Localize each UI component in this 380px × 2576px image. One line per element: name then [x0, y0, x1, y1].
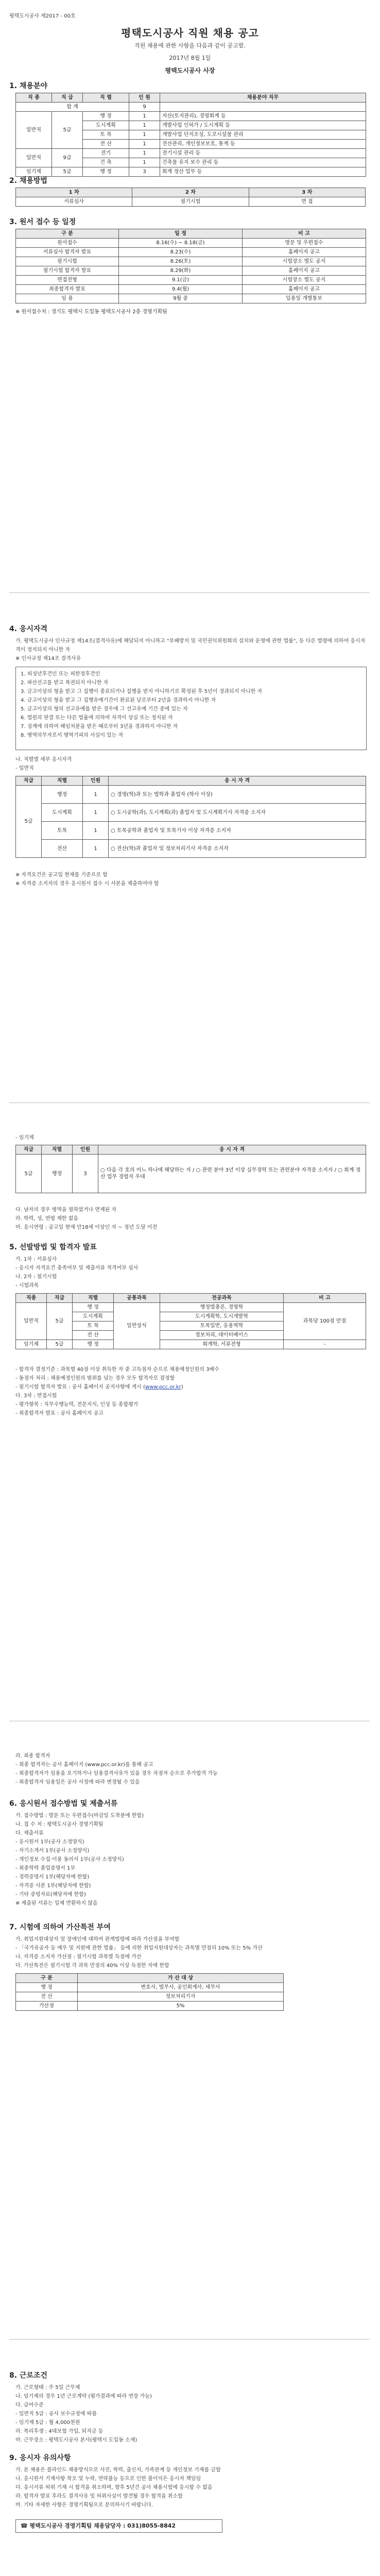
table-cell: 전산관리, 개인정보보호, 통계 등 — [160, 140, 366, 149]
announcement-text: - 필기시험 합격자 발표 : 공사 홈페이지 공지사항에 게시 — [15, 1384, 142, 1390]
table-cell: 도시계획 — [73, 1312, 114, 1321]
table-cell: 임 용 — [16, 294, 119, 303]
column-header: 직렬 — [42, 1145, 73, 1155]
page-divider — [9, 592, 370, 593]
list-item: - 동점자 처리 : 채용예정인원의 범위를 넘는 경우 모두 합격자로 결정함 — [15, 1376, 175, 1381]
table-cell: 개발사업 단지조성, 도로시설물 관리 — [160, 130, 366, 140]
table-cell: 행 정 — [73, 1340, 114, 1349]
website-link[interactable]: www.pcc.or.kr — [145, 1384, 181, 1390]
list-item: - 필기시험 합격자 발표 : 공사 홈페이지 공지사항에 게시 (www.pcc.or.kr) — [15, 1384, 183, 1390]
list-item: 가. 근로형태 : 주 5일 근무제 — [15, 2385, 80, 2391]
table-cell: 5급 — [52, 112, 83, 149]
list-item: 마. 응시연령 : 공고일 현재 만18세 이상인 자 ~ 정년 도달 이전 — [15, 1225, 158, 1230]
table-row — [16, 248, 366, 257]
column-header: 공통과목 — [114, 1294, 160, 1303]
column-header: 채용분야 직무 — [160, 93, 366, 103]
list-item: 6. 법원의 판결 또는 다른 법률에 의하여 자격이 상실 또는 정지된 자 — [21, 715, 173, 721]
eligibility-extra — [15, 1206, 157, 1232]
column-header: 인원 — [73, 1145, 98, 1155]
column-header: 1 차 — [16, 188, 132, 197]
list-item: - 최종합격자 발표 : 공사 홈페이지 공고 — [15, 1411, 103, 1416]
recruitment-table — [15, 93, 366, 177]
list-item: 나. 응시원서 기재사항 착오 및 누락, 연락불능 등으로 인한 불이익은 응시자 책임임 — [15, 2476, 201, 2482]
table-cell: 1 — [83, 822, 109, 840]
table-cell: 행정 — [42, 786, 83, 804]
column-header: 구 분 — [16, 1974, 78, 1983]
list-item: 다. 급여수준 — [15, 2402, 44, 2408]
list-item: ※ 제출된 서류는 일체 반환하지 않음 — [15, 1901, 98, 1906]
table-cell: 전 산 — [73, 1331, 114, 1340]
table-cell: 1 — [83, 804, 109, 822]
table-cell: ○ 토목공학과 졸업자 및 토목기사 이상 자격증 소지자 — [109, 822, 366, 840]
eligibility-table-regular — [15, 776, 366, 858]
list-item: - 최종학력 졸업증명서 1부 — [15, 1866, 76, 1871]
announcement-date: 2017년 8월 1일 — [169, 55, 211, 61]
list-item: - 응시원서 1부(공사 소정양식) — [15, 1839, 84, 1845]
list-item: 다. 남자의 경우 병역을 필하였거나 면제된 자 — [15, 1207, 117, 1213]
list-item: - 일반직 5급 : 공사 보수규정에 따름 — [15, 2411, 97, 2417]
selection-first — [15, 1255, 138, 1290]
list-item: - 시험과목 — [15, 1283, 39, 1289]
list-item: 5. 금고이상의 형의 선고유예를 받은 경우에 그 선고유예 기간 중에 있는 자 — [21, 706, 188, 712]
table-cell: 1 — [129, 112, 160, 121]
bonus-table — [15, 1973, 284, 2011]
table-cell: 원서접수 — [16, 239, 119, 248]
application-list — [15, 1811, 144, 1908]
list-item: - 임기제 5급 : 월 4,000천원 — [15, 2420, 80, 2426]
list-item: 7. 징계에 의하여 해임처분을 받은 때로부터 3년을 경과하지 아니한 자 — [21, 724, 178, 730]
table-cell: 일반직 — [16, 149, 52, 167]
section-heading-working-conditions: 8. 근로조건 — [9, 2371, 48, 2380]
column-header: 2 차 — [132, 188, 249, 197]
eligibility-table-contract — [15, 1145, 366, 1193]
list-item: - 응시자 자격요건 충족여부 및 제출서류 적격여부 심사 — [15, 1265, 139, 1271]
table-cell: 행 정 — [16, 1983, 78, 1992]
list-item: - 최종합격자 임용일은 공사 사정에 따라 변경될 수 있음 — [15, 1780, 140, 1785]
table-cell: 도시계획학, 도시개발학 — [160, 1312, 284, 1321]
page-title: 평택도시공사 직원 채용 공고 — [121, 27, 259, 39]
table-cell: 변호사, 법무사, 공인회계사, 세무사 — [78, 1983, 284, 1992]
table-cell: 홈페이지 공고 — [243, 285, 366, 294]
note-item: ※ 자격증 소지자의 경우 응시원서 접수 시 사본을 제출하여야 함 — [15, 881, 159, 887]
table-cell: 임기제 — [16, 167, 52, 177]
table-cell: 8.16(수) ~ 8.18(금) — [119, 239, 243, 248]
eligibility-intro-text: 가. 평택도시공사 인사규정 제14조(결격사유)에 해당되지 아니하고 "부패방지 및 국민권익위원회의 설치와 운영에 관한 법률", 등 다른 법령에 의하여 응시자격이 정지되지 아니한 자 — [15, 638, 366, 653]
list-item: 나. 임기제의 경우 1년 근로계약 (평가결과에 따라 연장 가능) — [15, 2394, 152, 2399]
list-item: 라. 학력, 성, 연령 제한 없음 — [15, 1216, 79, 1222]
announcement-subtitle: 직원 채용에 관한 사항을 다음과 같이 공고함. — [134, 42, 246, 49]
table-cell: 5급 — [16, 786, 42, 858]
table-cell: 건 축 — [83, 158, 129, 167]
table-cell: 합 계 — [16, 103, 129, 112]
table-cell: 서류심사 — [16, 197, 132, 207]
table-cell: 1 — [129, 158, 160, 167]
table-row — [16, 1155, 366, 1193]
table-cell: 회계학, 서류전형 — [160, 1340, 284, 1349]
list-item: 다. 3차 : 면접시험 — [15, 1393, 57, 1399]
list-item: - 개인정보 수집·이용 동의서 1부(공사 소정양식) — [15, 1857, 124, 1862]
table-cell: 1 — [129, 121, 160, 130]
table-cell: 건축물 유지 보수 관리 등 — [160, 158, 366, 167]
table-cell: 홈페이지 공고 — [243, 248, 366, 257]
table-row — [16, 1992, 284, 2002]
list-item: 라. 합격자 발표 후라도 결격사유 및 허위사실이 발견될 경우 합격을 취소함 — [15, 2494, 183, 2499]
table-row — [16, 197, 366, 207]
table-cell: 5급 — [16, 1155, 42, 1193]
section-heading-schedule: 3. 원서 접수 등 일정 — [9, 218, 76, 226]
column-header: 직 렬 — [83, 93, 129, 103]
table-cell: 필기시험 — [16, 257, 119, 266]
table-cell: 토 목 — [73, 1321, 114, 1331]
list-item: 가. 본 채용은 블라인드 채용방식으로 사진, 학력, 출신지, 가족관계 등 개인정보 기재를 금함 — [15, 2467, 221, 2473]
page-5 — [0, 2349, 380, 2576]
table-cell: 1 — [129, 149, 160, 158]
applicant-notes-list — [15, 2466, 221, 2510]
table-cell: 도시계획 — [42, 804, 83, 822]
table-cell: 1 — [129, 140, 160, 149]
table-cell: 8.23(수) — [119, 248, 243, 257]
list-item: - 자기소개서 1부(공사 소정양식) — [15, 1848, 90, 1854]
table-cell: 일반직 — [16, 1303, 47, 1340]
table-cell: 일반직 — [16, 112, 52, 149]
list-item: 가. 1차 : 서류심사 — [15, 1257, 57, 1262]
list-item: 라. 복리후생 : 4대보험 가입, 퇴직금 등 — [15, 2429, 103, 2434]
table-row — [16, 2002, 284, 2011]
table-row — [16, 840, 366, 858]
table-cell: 일반상식 — [114, 1303, 160, 1349]
table-cell: 3 — [73, 1155, 98, 1193]
list-item: 2. 파산선고를 받고 복권되지 아니한 자 — [21, 680, 109, 686]
list-item: 다. 응시서류 허위 기재 시 합격을 취소하며, 향후 5년간 공사 채용시험에 응시할 수 없음 — [15, 2485, 213, 2490]
column-header: 가 산 대 상 — [78, 1974, 284, 1983]
list-item: 8. 병역의무자로서 병역기피의 사실이 있는 자 — [21, 733, 124, 738]
table-cell: 필기시험 합격자 발표 — [16, 266, 119, 276]
page-4 — [0, 1731, 380, 2246]
list-item: - 「국가유공자 등 예우 및 지원에 관한 법률」 등에 의한 취업지원대상자는 과목별 만점의 10% 또는 5% 가산 — [15, 1945, 263, 1951]
table-row — [16, 239, 366, 248]
table-cell: 행 정 — [83, 167, 129, 177]
section-heading-method: 2. 채용방법 — [9, 177, 48, 185]
table-cell: 필기시험 — [132, 197, 249, 207]
table-cell: 임기제 — [16, 1340, 47, 1349]
list-item: 1. 피성년후견인 또는 피한정후견인 — [21, 671, 100, 677]
table-cell: 9월 중 — [119, 294, 243, 303]
final-pass-list — [15, 1752, 218, 1787]
column-header: 구 분 — [16, 229, 119, 239]
table-row — [16, 294, 366, 303]
table-row — [16, 112, 366, 121]
table-row — [16, 1303, 366, 1312]
table-cell: 도시계획 — [83, 121, 129, 130]
table-row — [16, 804, 366, 822]
table-cell: ○ 다음 각 호의 어느 하나에 해당하는 자 / ○ 관련 분야 3년 이상 실무경력 또는 관련분야 자격증 소지자 / ○ 회계 정산 업무 경험자 우대 — [98, 1155, 366, 1193]
page-1 — [0, 0, 380, 567]
column-header: 일 정 — [119, 229, 243, 239]
eligibility-na — [15, 755, 72, 773]
note-item: ※ 자격요건은 공고일 현재를 기준으로 함 — [15, 872, 108, 878]
table-cell: 시험장소 별도 공지 — [243, 257, 366, 266]
table-cell: ○ 도시공학(과), 도시계획(과) 졸업자 및 도시계획기사 자격증 소지자 — [109, 804, 366, 822]
page-3 — [0, 1113, 380, 1680]
table-cell: 토목일반, 응용역학 — [160, 1321, 284, 1331]
table-row — [16, 285, 366, 294]
table-cell: 1 — [129, 130, 160, 140]
table-cell: 입용일 개별통보 — [243, 294, 366, 303]
table-cell: 8.26(토) — [119, 257, 243, 266]
table-cell: 자산(토지관리), 경영회계 등 — [160, 112, 366, 121]
table-row — [16, 1983, 284, 1992]
table-cell: 3 — [129, 167, 160, 177]
column-header: 인원 — [83, 776, 109, 786]
section-heading-eligibility: 4. 응시자격 — [9, 625, 48, 633]
table-cell: 가산점 — [16, 2002, 78, 2011]
column-header: 직렬 — [73, 1294, 114, 1303]
table-cell: 9.1(금) — [119, 276, 243, 285]
table-cell: 토 목 — [83, 130, 129, 140]
list-item: 나. 2차 : 필기시험 — [15, 1274, 57, 1280]
table-row — [16, 266, 366, 276]
table-row — [16, 167, 366, 177]
column-header: 직급 — [16, 1145, 42, 1155]
column-header: 인 원 — [129, 93, 160, 103]
section-heading-bonus: 7. 시험에 의하여 가산특전 부여 — [9, 1923, 111, 1931]
table-cell: 5급 — [52, 167, 83, 177]
table-cell: 전 산 — [16, 1992, 78, 2002]
contract-sub: - 임기제 — [15, 1135, 34, 1141]
bonus-list — [15, 1935, 263, 1970]
table-row — [16, 257, 366, 266]
section-heading-recruitment: 1. 채용분야 — [9, 82, 48, 90]
list-item: 라. 최종 합격자 — [15, 1753, 50, 1759]
table-row — [16, 1340, 366, 1349]
page-2 — [0, 603, 380, 1066]
table-cell: 전 산 — [83, 140, 129, 149]
list-item: - 자격증 사본 1부(해당자에 한함) — [15, 1883, 91, 1889]
table-row — [16, 822, 366, 840]
schedule-table — [15, 229, 366, 303]
list-item: 가. 접수방법 : 방문 또는 우편접수(마감일 도착분에 한함) — [15, 1813, 144, 1819]
table-cell: - — [284, 1340, 366, 1349]
table-cell: 개발사업 인허가 / 도시계획 등 — [160, 121, 366, 130]
table-row — [16, 149, 366, 158]
section-heading-application: 6. 응시원서 접수방법 및 제출서류 — [9, 1800, 118, 1808]
page-divider — [9, 2339, 370, 2340]
column-header: 응 시 자 격 — [98, 1145, 366, 1155]
disqualification-list — [21, 670, 360, 740]
column-header: 비 고 — [243, 229, 366, 239]
list-item: 나. 자격증 소지자 가산점 : 필기시험 과목별 득점에 가산 — [15, 1954, 142, 1960]
table-cell: 행 정 — [73, 1303, 114, 1312]
eligibility-notes — [15, 871, 159, 888]
list-item: 나. 접 수 처 : 평택도시공사 경영기획팀 — [15, 1822, 103, 1827]
list-item: - 합격자 결정기준 : 과목별 40점 이상 취득한 자 중 고득점자 순으로 채용예정인원의 3배수 — [15, 1367, 219, 1372]
table-cell: 행정법총론, 경영학 — [160, 1303, 284, 1312]
eligibility-na-sub: - 일반직 — [15, 766, 34, 771]
column-header: 직종 — [16, 1294, 47, 1303]
list-item: 다. 제출서류 — [15, 1831, 44, 1836]
schedule-note: ※ 원서접수처 : 경기도 평택시 도일동 평택도시공사 2층 경영기획팀 — [15, 309, 167, 315]
list-item: - 최종합격자가 임용을 포기하거나 임용결격사유가 있을 경우 차점자 순으로 추가합격 가능 — [15, 1771, 218, 1776]
selection-criteria — [15, 1365, 219, 1418]
table-cell: 전기시설 관리 등 — [160, 149, 366, 158]
contact-info: ☎ 평택도시공사 경영기획팀 채용담당자 : 031)8055-8842 — [21, 2522, 176, 2529]
list-item: - 경력증명서 1부(해당자에 한함) — [15, 1874, 90, 1880]
table-cell: ○ 전산(학)과 졸업자 및 정보처리기사 자격증 소지자 — [109, 840, 366, 858]
eligibility-na-heading: 나. 직렬별 세부 응시자격 — [15, 757, 72, 762]
table-cell: 8.29(화) — [119, 266, 243, 276]
table-cell: 5% — [78, 2002, 284, 2011]
column-header: 직급 — [16, 776, 42, 786]
table-cell: 정보처리, 데이터베이스 — [160, 1331, 284, 1340]
column-header: 3 차 — [249, 188, 365, 197]
section-heading-selection: 5. 선발방법 및 합격자 발표 — [9, 1243, 97, 1251]
table-cell: 과목당 100점 만점 — [284, 1303, 366, 1340]
list-item: 다. 가산특전은 필기시험 각 과목 만점의 40% 이상 득점한 자에 한함 — [15, 1963, 169, 1969]
exam-subjects-table — [15, 1293, 366, 1349]
table-cell: ○ 경영(학)과 또는 법학과 졸업자 (학사 이상) — [109, 786, 366, 804]
table-cell: 방문 및 우편접수 — [243, 239, 366, 248]
list-item: 4. 금고이상의 형을 받고 그 집행유예기간이 완료된 날로부터 2년을 경과하지 아니한 자 — [21, 698, 216, 703]
table-cell: 홈페이지 공고 — [243, 266, 366, 276]
column-header: 직렬 — [42, 776, 83, 786]
column-header: 직급 — [47, 1294, 73, 1303]
eligibility-sub-note: ※ 인사규정 제14조 결격사유 — [15, 656, 81, 662]
list-item: - 기타 증빙자료(해당자에 한함) — [15, 1892, 86, 1897]
table-cell: 정보처리기사 — [78, 1992, 284, 2002]
table-cell: 9.4(월) — [119, 285, 243, 294]
document-number: 평택도시공사 제2017 - 00호 — [9, 13, 76, 19]
list-item: 3. 금고이상의 형을 받고 그 집행이 종료되거나 집행을 받지 아니하기로 확정된 후 5년이 경과되지 아니한 자 — [21, 689, 263, 694]
table-cell: 행 정 — [83, 112, 129, 121]
table-cell: 5급 — [47, 1303, 73, 1340]
section-heading-notes: 9. 응시자 유의사항 — [9, 2454, 71, 2462]
table-cell: 면 접 — [249, 197, 365, 207]
table-cell: 서류심사 합격자 발표 — [16, 248, 119, 257]
column-header: 전공과목 — [160, 1294, 284, 1303]
column-header: 응 시 자 격 — [109, 776, 366, 786]
table-cell: 전산 — [42, 840, 83, 858]
table-cell: 9급 — [52, 149, 83, 167]
table-row — [16, 103, 366, 112]
table-cell: 시험장소 별도 공지 — [243, 276, 366, 285]
method-table — [15, 188, 366, 207]
working-conditions-list — [15, 2383, 152, 2445]
table-cell: 9 — [129, 103, 160, 112]
table-cell: 5급 — [47, 1340, 73, 1349]
signer: 평택도시공사 사장 — [165, 67, 215, 74]
table-cell: 회계 정산 업무 등 — [160, 167, 366, 177]
table-row — [16, 786, 366, 804]
column-header: 비 고 — [284, 1294, 366, 1303]
table-row — [16, 276, 366, 285]
column-header: 직 종 — [16, 93, 52, 103]
list-item: - 최종 합격자는 공사 홈페이지 (www.pcc.or.kr)를 통해 공고 — [15, 1762, 153, 1768]
column-header: 직 급 — [52, 93, 83, 103]
table-cell: 최종합격자 발표 — [16, 285, 119, 294]
table-cell: 행정 — [42, 1155, 73, 1193]
table-cell: 1 — [83, 786, 109, 804]
list-item: - 평가항목 : 직무수행능력, 전문지식, 인성 등 종합평가 — [15, 1402, 139, 1408]
eligibility-intro — [15, 637, 366, 663]
list-item: 마. 기타 자세한 사항은 경영기획팀으로 문의하시기 바랍니다. — [15, 2502, 153, 2508]
table-cell — [160, 103, 366, 112]
list-item: 가. 취업지원대상자 및 장애인에 대하여 관계법령에 따라 가산점을 부여함 — [15, 1937, 180, 1942]
list-item: 마. 근무장소 : 평택도시공사 본사(평택시 도일동 소재) — [15, 2437, 137, 2443]
table-cell: 1 — [83, 840, 109, 858]
table-cell: 전기 — [83, 149, 129, 158]
table-cell: 면접전형 — [16, 276, 119, 285]
table-cell: 토목 — [42, 822, 83, 840]
